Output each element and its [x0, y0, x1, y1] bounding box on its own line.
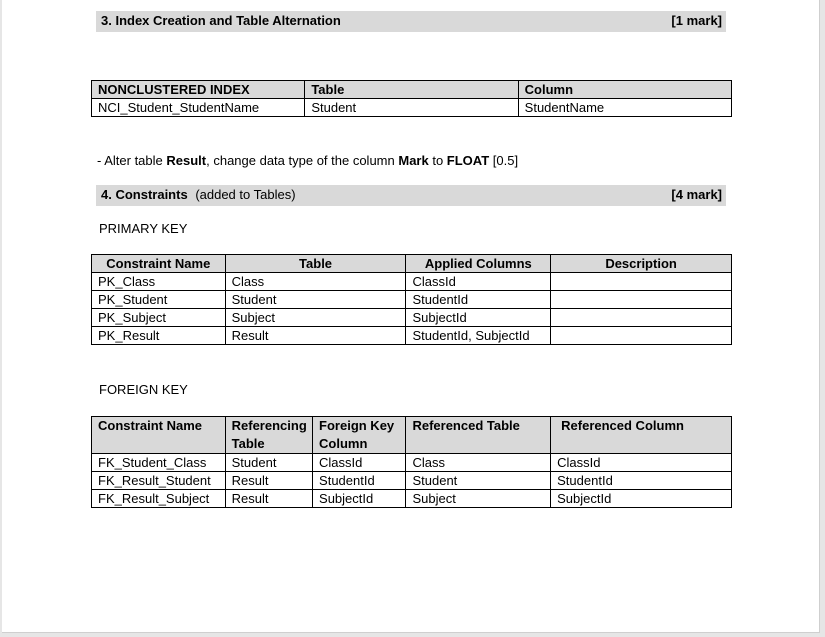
table-cell: FK_Result_Student: [92, 472, 226, 490]
table-cell: NCI_Student_StudentName: [92, 99, 305, 117]
fk-header-cell: Referencing Table: [225, 417, 312, 454]
table-cell: StudentId: [406, 291, 551, 309]
alter-note-middle: , change data type of the column: [206, 153, 399, 168]
table-cell: ClassId: [313, 454, 406, 472]
section-4-title: 4. Constraints: [101, 187, 188, 202]
table-cell: Result: [225, 472, 312, 490]
alter-note-suffix: [0.5]: [489, 153, 519, 168]
alter-table-note: [97, 153, 518, 168]
section-4-subtitle: (added to Tables): [195, 187, 296, 202]
alter-note-prefix: - Alter table: [97, 153, 167, 168]
table-cell: [551, 291, 732, 309]
alter-note-column: Mark: [398, 153, 429, 168]
pk-header-cell: Description: [551, 255, 732, 273]
table-cell: Student: [305, 99, 518, 117]
primary-key-label: PRIMARY KEY: [99, 221, 188, 236]
table-row: [92, 454, 732, 472]
primary-key-table: [91, 254, 732, 345]
fk-header-cell: Foreign Key Column: [313, 417, 406, 454]
nci-header-cell: Table: [305, 81, 518, 99]
table-cell: Result: [225, 490, 312, 508]
table-row: [92, 327, 732, 345]
pk-header-cell: Constraint Name: [92, 255, 226, 273]
table-cell: SubjectId: [406, 309, 551, 327]
table-cell: PK_Result: [92, 327, 226, 345]
fk-header-row: [92, 417, 732, 454]
table-cell: [551, 327, 732, 345]
table-row: [92, 291, 732, 309]
section-4-mark: [4 mark]: [671, 187, 722, 202]
table-cell: PK_Student: [92, 291, 226, 309]
table-cell: Class: [406, 454, 551, 472]
document-page: [2, 0, 820, 633]
table-cell: [551, 309, 732, 327]
fk-header-cell: Constraint Name: [92, 417, 226, 454]
foreign-key-label: FOREIGN KEY: [99, 382, 188, 397]
nci-header-cell: NONCLUSTERED INDEX: [92, 81, 305, 99]
nci-header-row: [92, 81, 732, 99]
table-cell: StudentId: [313, 472, 406, 490]
alter-note-table: Result: [166, 153, 207, 168]
table-cell: PK_Class: [92, 273, 226, 291]
alter-note-to: to: [428, 153, 447, 168]
fk-header-cell: Referenced Table: [406, 417, 551, 454]
table-row: [92, 99, 732, 117]
pk-header-row: [92, 255, 732, 273]
table-cell: Student: [225, 291, 406, 309]
table-cell: SubjectId: [313, 490, 406, 508]
table-cell: PK_Subject: [92, 309, 226, 327]
table-cell: Student: [225, 454, 312, 472]
table-row: [92, 472, 732, 490]
table-cell: Subject: [225, 309, 406, 327]
table-row: [92, 490, 732, 508]
pk-header-cell: Applied Columns: [406, 255, 551, 273]
nci-header-cell: Column: [518, 81, 731, 99]
table-cell: StudentId, SubjectId: [406, 327, 551, 345]
table-cell: ClassId: [406, 273, 551, 291]
table-cell: Subject: [406, 490, 551, 508]
section-3-title: 3. Index Creation and Table Alternation: [101, 13, 341, 28]
table-cell: Student: [406, 472, 551, 490]
table-cell: [551, 273, 732, 291]
table-cell: ClassId: [551, 454, 732, 472]
table-cell: Class: [225, 273, 406, 291]
table-cell: FK_Student_Class: [92, 454, 226, 472]
table-cell: FK_Result_Subject: [92, 490, 226, 508]
table-cell: SubjectId: [551, 490, 732, 508]
foreign-key-table: [91, 416, 732, 508]
alter-note-type: FLOAT: [446, 153, 490, 168]
table-cell: Result: [225, 327, 406, 345]
table-cell: StudentName: [518, 99, 731, 117]
table-row: [92, 309, 732, 327]
fk-header-cell: Referenced Column: [551, 417, 732, 454]
section-3-header: [96, 11, 726, 32]
section-3-mark: [1 mark]: [671, 13, 722, 28]
nci-table: [91, 80, 732, 117]
table-cell: StudentId: [551, 472, 732, 490]
table-row: [92, 273, 732, 291]
pk-header-cell: Table: [225, 255, 406, 273]
section-4-header: [96, 185, 726, 206]
